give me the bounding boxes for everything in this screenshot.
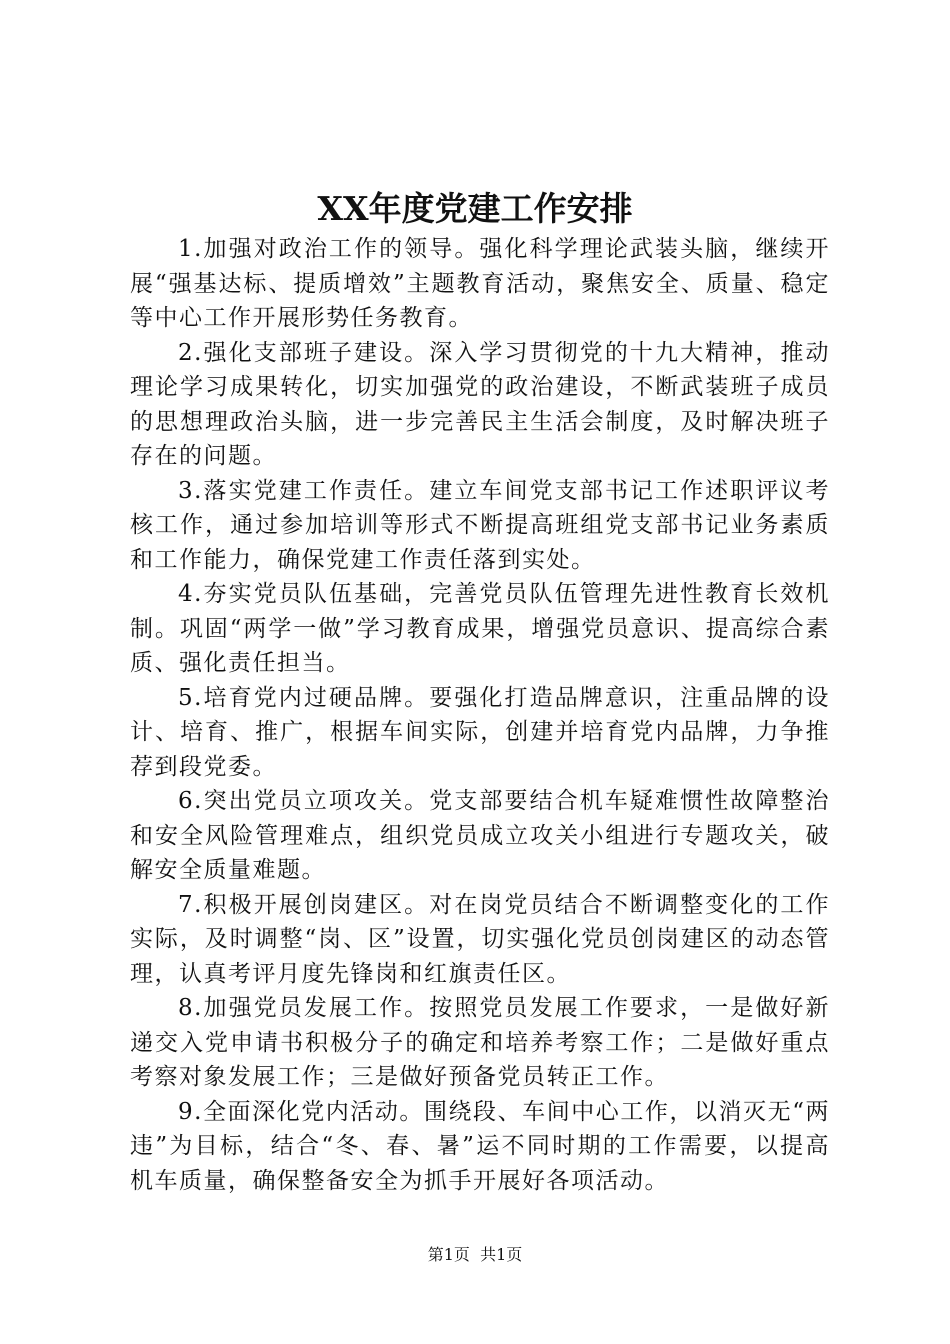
page-footer xyxy=(0,1243,950,1267)
paragraph-1: 1.加强对政治工作的领导。强化科学理论武装头脑，继续开展“强基达标、提质增效”主题教育活动，聚焦安全、质量、稳定等中心工作开展形势任务教育。 xyxy=(130,236,830,331)
paragraph-9: 9.全面深化党内活动。围绕段、车间中心工作，以消灭无“两违”为目标，结合“冬、春、暑”运不同时期的工作需要，以提高机车质量，确保整备安全为抓手开展好各项活动。 xyxy=(130,1098,830,1194)
page-total: 共1页 xyxy=(480,1245,523,1264)
paragraph-3: 3.落实党建工作责任。建立车间党支部书记工作述职评议考核工作，通过参加培训等形式不断提高班组党支部书记业务素质和工作能力，确保党建工作责任落到实处。 xyxy=(130,477,830,573)
paragraph-2: 2.强化支部班子建设。深入学习贯彻党的十九大精神，推动理论学习成果转化，切实加强党的政治建设，不断武装班子成员的思想理政治头脑，进一步完善民主生活会制度，及时解决班子存在的问题。 xyxy=(130,339,830,469)
paragraph-4: 4.夯实党员队伍基础，完善党员队伍管理先进性教育长效机制。巩固“两学一做”学习教育成果，增强党员意识、提高综合素质、强化责任担当。 xyxy=(130,581,830,676)
paragraph-7: 7.积极开展创岗建区。对在岗党员结合不断调整变化的工作实际，及时调整“岗、区”设置，切实强化党员创岗建区的动态管理，认真考评月度先锋岗和红旗责任区。 xyxy=(130,891,830,987)
paragraph-8: 8.加强党员发展工作。按照党员发展工作要求，一是做好新递交入党申请书积极分子的确定和培养考察工作；二是做好重点考察对象发展工作；三是做好预备党员转正工作。 xyxy=(130,995,830,1090)
paragraph-6: 6.突出党员立项攻关。党支部要结合机车疑难惯性故障整治和安全风险管理难点，组织党员成立攻关小组进行专题攻关，破解安全质量难题。 xyxy=(130,788,830,883)
page-number: 第1页 xyxy=(427,1245,470,1264)
page-title: XX年度党建工作安排 xyxy=(317,189,633,228)
document-body xyxy=(130,232,830,1198)
paragraph-5: 5.培育党内过硬品牌。要强化打造品牌意识，注重品牌的设计、培育、推广，根据车间实际，创建并培育党内品牌，力争推荐到段党委。 xyxy=(130,684,830,780)
